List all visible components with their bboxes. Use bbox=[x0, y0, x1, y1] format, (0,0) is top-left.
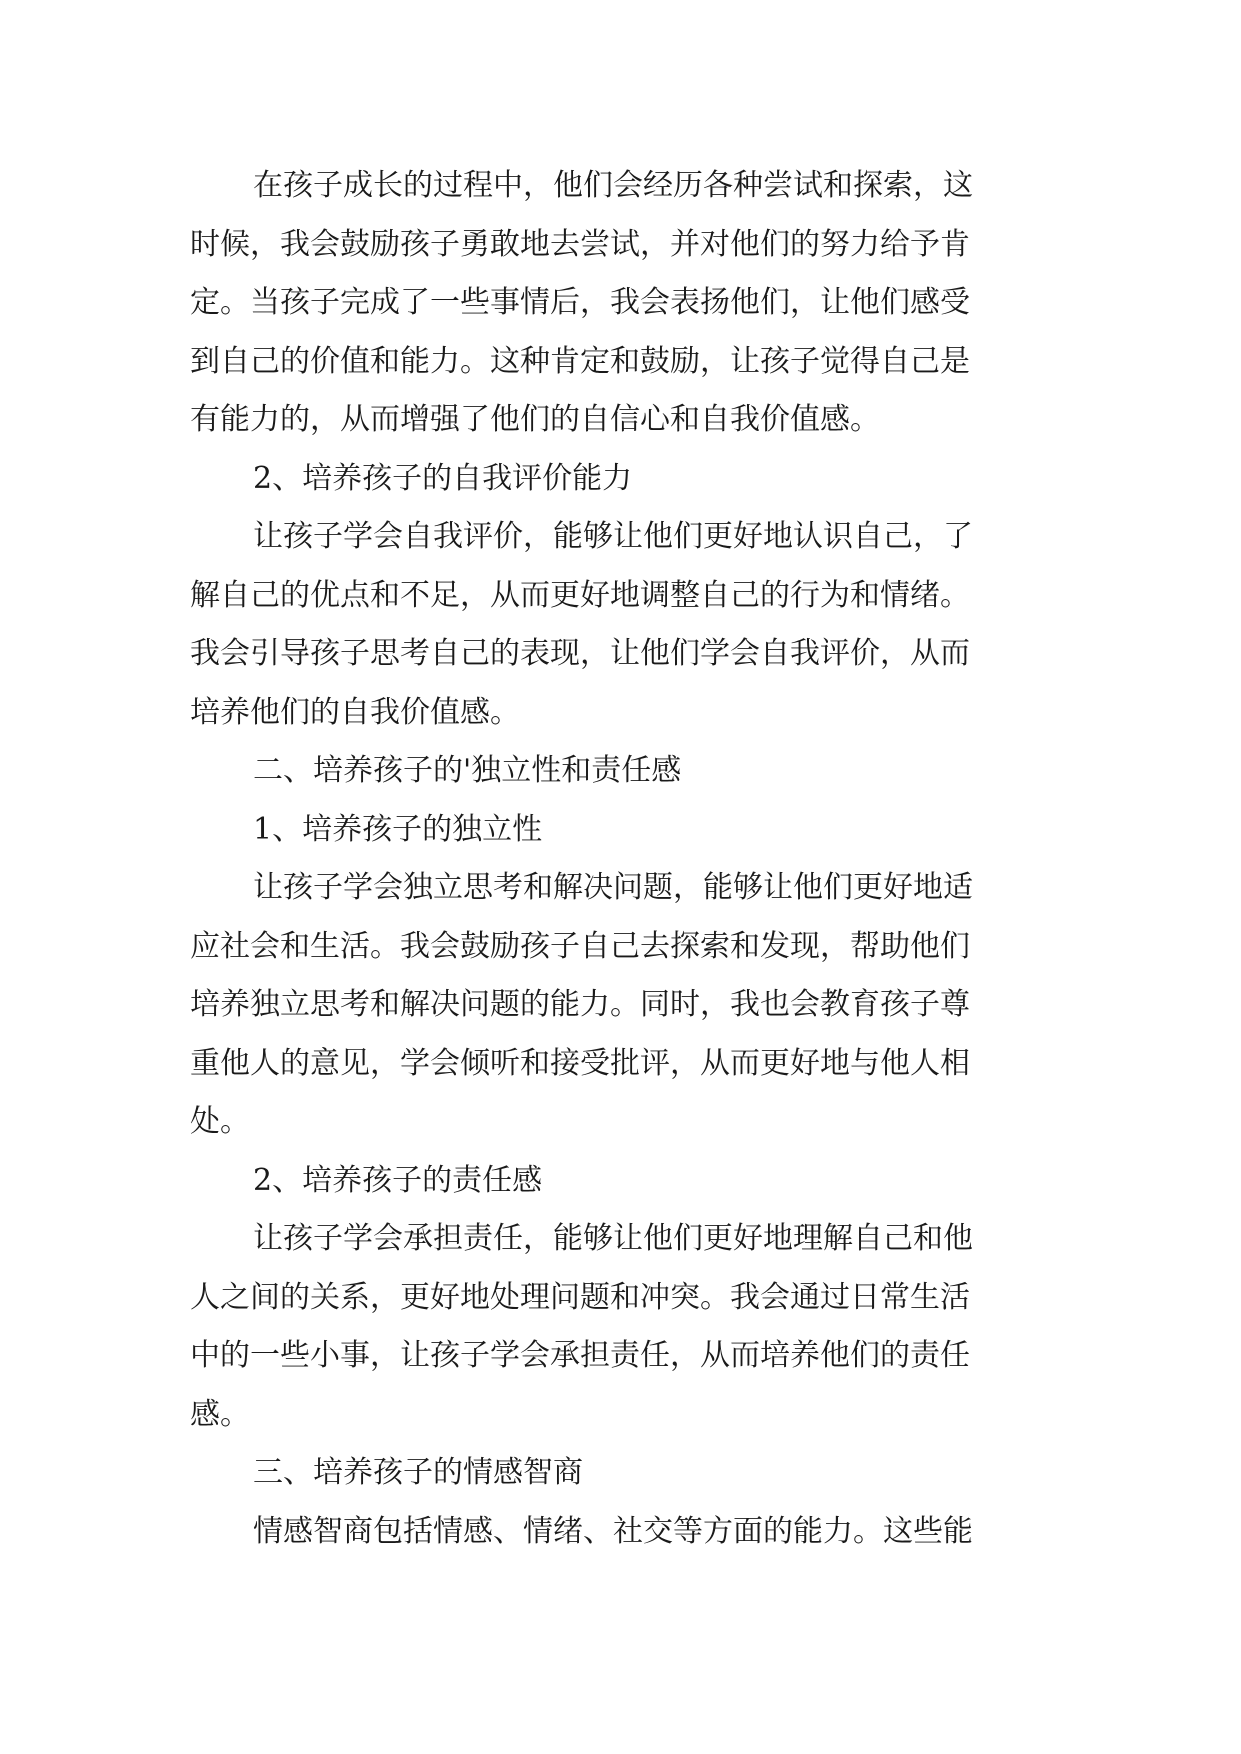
paragraph-line: 应社会和生活。我会鼓励孩子自己去探索和发现，帮助他们 bbox=[190, 929, 970, 964]
paragraph-line: 感。 bbox=[190, 1397, 250, 1432]
section-heading: 二、培养孩子的'独立性和责任感 bbox=[253, 753, 682, 788]
paragraph-line: 让孩子学会独立思考和解决问题，能够让他们更好地适 bbox=[253, 870, 973, 905]
section-heading: 1、培养孩子的独立性 bbox=[253, 812, 543, 847]
paragraph-line: 有能力的，从而增强了他们的自信心和自我价值感。 bbox=[190, 402, 880, 437]
paragraph-line: 时候，我会鼓励孩子勇敢地去尝试，并对他们的努力给予肯 bbox=[190, 227, 970, 262]
paragraph-line: 情感智商包括情感、情绪、社交等方面的能力。这些能 bbox=[253, 1514, 973, 1549]
paragraph-line: 重他人的意见，学会倾听和接受批评，从而更好地与他人相 bbox=[190, 1046, 970, 1081]
paragraph-line: 培养独立思考和解决问题的能力。同时，我也会教育孩子尊 bbox=[190, 987, 970, 1022]
paragraph-line: 处。 bbox=[190, 1104, 250, 1139]
section-heading: 2、培养孩子的责任感 bbox=[253, 1163, 543, 1198]
paragraph-line: 解自己的优点和不足，从而更好地调整自己的行为和情绪。 bbox=[190, 578, 970, 613]
paragraph-line: 我会引导孩子思考自己的表现，让他们学会自我评价，从而 bbox=[190, 636, 970, 671]
paragraph-line: 定。当孩子完成了一些事情后，我会表扬他们，让他们感受 bbox=[190, 285, 970, 320]
paragraph-line: 中的一些小事，让孩子学会承担责任，从而培养他们的责任 bbox=[190, 1338, 970, 1373]
paragraph-line: 让孩子学会自我评价，能够让他们更好地认识自己，了 bbox=[253, 519, 973, 554]
section-heading: 2、培养孩子的自我评价能力 bbox=[253, 461, 633, 496]
paragraph-line: 人之间的关系，更好地处理问题和冲突。我会通过日常生活 bbox=[190, 1280, 970, 1315]
paragraph-line: 培养他们的自我价值感。 bbox=[190, 695, 520, 730]
section-heading: 三、培养孩子的情感智商 bbox=[253, 1455, 583, 1490]
paragraph-line: 让孩子学会承担责任，能够让他们更好地理解自己和他 bbox=[253, 1221, 973, 1256]
paragraph-line: 到自己的价值和能力。这种肯定和鼓励，让孩子觉得自己是 bbox=[190, 344, 970, 379]
paragraph-line: 在孩子成长的过程中，他们会经历各种尝试和探索，这 bbox=[253, 168, 973, 203]
